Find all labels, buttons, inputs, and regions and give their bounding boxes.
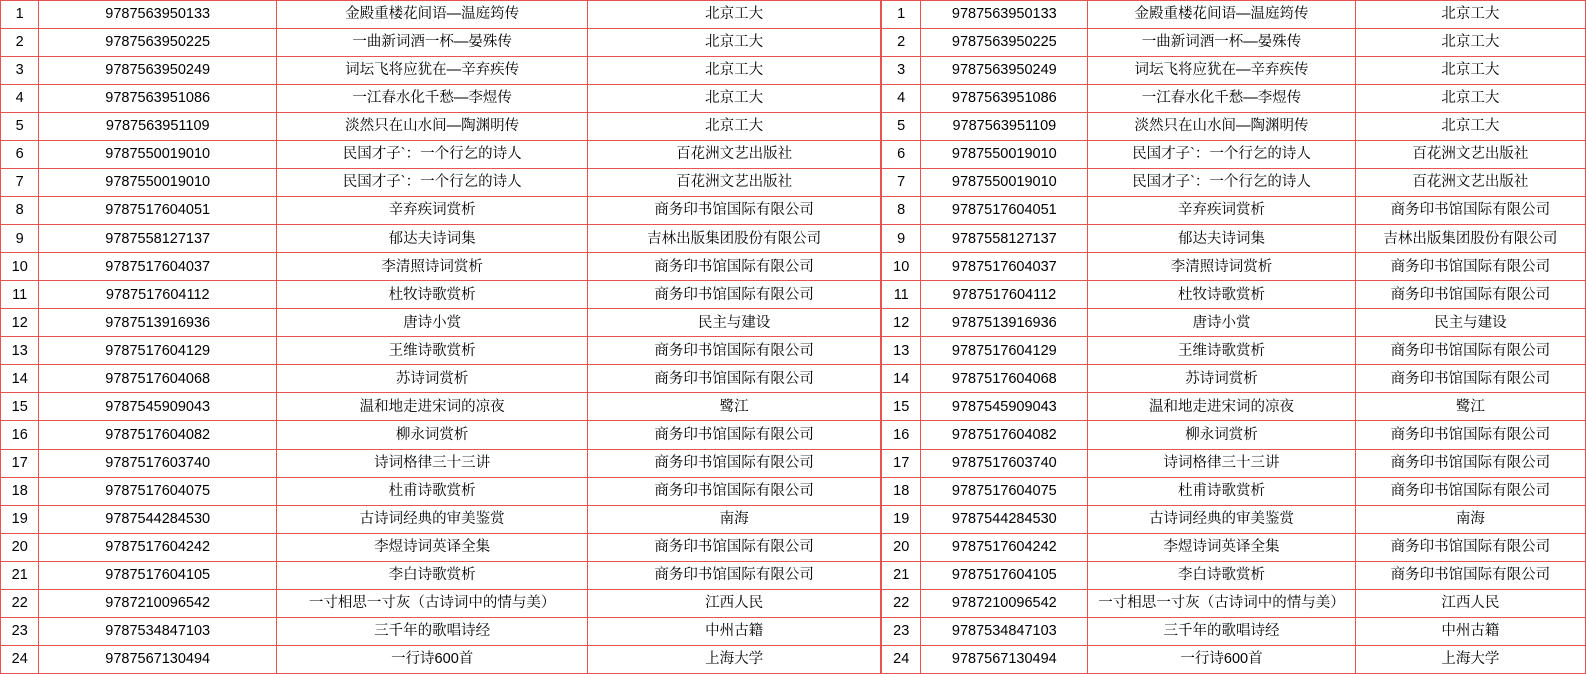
cell-publisher[interactable]: 商务印书馆国际有限公司 [588,533,881,561]
cell-title[interactable]: 一江春水化千愁—李煜传 [1088,85,1356,113]
table-row[interactable] [882,337,1586,365]
cell-isbn[interactable]: 9787534847103 [921,617,1088,645]
cell-publisher[interactable]: 上海大学 [1355,645,1585,673]
cell-index[interactable]: 15 [882,393,921,421]
cell-publisher[interactable]: 北京工大 [588,1,881,29]
cell-title[interactable]: 杜牧诗歌赏析 [1088,281,1356,309]
cell-title[interactable]: 柳永词赏析 [1088,421,1356,449]
cell-title[interactable]: 民国才子`：一个行乞的诗人 [277,141,588,169]
table-row[interactable] [1,477,881,505]
cell-isbn[interactable]: 9787517604037 [39,253,277,281]
cell-index[interactable]: 22 [882,589,921,617]
table-row[interactable] [882,57,1586,85]
cell-title[interactable]: 李清照诗词赏析 [1088,253,1356,281]
cell-title[interactable]: 淡然只在山水间—陶渊明传 [277,113,588,141]
table-row[interactable] [882,589,1586,617]
cell-isbn[interactable]: 9787517604082 [921,421,1088,449]
cell-index[interactable]: 24 [1,645,39,673]
table-row[interactable] [1,645,881,673]
cell-publisher[interactable]: 商务印书馆国际有限公司 [1355,281,1585,309]
cell-title[interactable]: 金殿重楼花间语—温庭筠传 [277,1,588,29]
cell-publisher[interactable]: 北京工大 [1355,85,1585,113]
cell-publisher[interactable]: 商务印书馆国际有限公司 [1355,561,1585,589]
table-row[interactable] [1,337,881,365]
cell-title[interactable]: 一寸相思一寸灰（古诗词中的情与美） [277,589,588,617]
cell-publisher[interactable]: 商务印书馆国际有限公司 [588,365,881,393]
cell-index[interactable]: 16 [1,421,39,449]
cell-publisher[interactable]: 江西人民 [1355,589,1585,617]
cell-title[interactable]: 李白诗歌赏析 [277,561,588,589]
cell-index[interactable]: 18 [882,477,921,505]
table-row[interactable] [1,617,881,645]
table-row[interactable] [1,113,881,141]
cell-publisher[interactable]: 北京工大 [1355,29,1585,57]
cell-title[interactable]: 诗词格律三十三讲 [277,449,588,477]
cell-publisher[interactable]: 商务印书馆国际有限公司 [1355,449,1585,477]
cell-publisher[interactable]: 民主与建设 [588,309,881,337]
table-row[interactable] [882,253,1586,281]
cell-index[interactable]: 5 [1,113,39,141]
table-row[interactable] [882,169,1586,197]
cell-isbn[interactable]: 9787563951086 [39,85,277,113]
table-body-left [1,1,881,674]
cell-index[interactable]: 10 [882,253,921,281]
cell-publisher[interactable]: 北京工大 [588,85,881,113]
cell-isbn[interactable]: 9787517604037 [921,253,1088,281]
cell-index[interactable]: 23 [882,617,921,645]
cell-isbn[interactable]: 9787563950249 [921,57,1088,85]
cell-isbn[interactable]: 9787550019010 [39,169,277,197]
cell-isbn[interactable]: 9787210096542 [39,589,277,617]
cell-title[interactable]: 一江春水化千愁—李煜传 [277,85,588,113]
cell-index[interactable]: 11 [882,281,921,309]
cell-title[interactable]: 词坛飞将应犹在—辛弃疾传 [277,57,588,85]
cell-index[interactable]: 7 [1,169,39,197]
table-row[interactable] [882,533,1586,561]
cell-publisher[interactable]: 百花洲文艺出版社 [588,169,881,197]
cell-publisher[interactable]: 南海 [1355,505,1585,533]
cell-publisher[interactable]: 江西人民 [588,589,881,617]
cell-publisher[interactable]: 百花洲文艺出版社 [588,141,881,169]
cell-isbn[interactable]: 9787563950133 [921,1,1088,29]
cell-title[interactable]: 温和地走进宋词的凉夜 [1088,393,1356,421]
table-row[interactable] [1,449,881,477]
cell-index[interactable]: 18 [1,477,39,505]
cell-isbn[interactable]: 9787545909043 [921,393,1088,421]
cell-title[interactable]: 温和地走进宋词的凉夜 [277,393,588,421]
cell-index[interactable]: 24 [882,645,921,673]
table-row[interactable] [882,197,1586,225]
cell-index[interactable]: 19 [1,505,39,533]
cell-title[interactable]: 李清照诗词赏析 [277,253,588,281]
cell-title[interactable]: 杜牧诗歌赏析 [277,281,588,309]
cell-title[interactable]: 诗词格律三十三讲 [1088,449,1356,477]
table-row[interactable] [882,29,1586,57]
table-row[interactable] [1,253,881,281]
cell-isbn[interactable]: 9787567130494 [39,645,277,673]
cell-isbn[interactable]: 9787544284530 [39,505,277,533]
cell-isbn[interactable]: 9787517604068 [39,365,277,393]
cell-title[interactable]: 民国才子`：一个行乞的诗人 [1088,169,1356,197]
cell-publisher[interactable]: 北京工大 [1355,1,1585,29]
cell-isbn[interactable]: 9787517604242 [39,533,277,561]
cell-isbn[interactable]: 9787517604105 [921,561,1088,589]
cell-index[interactable]: 17 [882,449,921,477]
cell-title[interactable]: 王维诗歌赏析 [1088,337,1356,365]
book-table-right [881,0,1586,674]
cell-index[interactable]: 1 [882,1,921,29]
cell-publisher[interactable]: 商务印书馆国际有限公司 [1355,337,1585,365]
cell-index[interactable]: 15 [1,393,39,421]
cell-isbn[interactable]: 9787517604129 [39,337,277,365]
cell-publisher[interactable]: 商务印书馆国际有限公司 [588,449,881,477]
table-row[interactable] [1,29,881,57]
cell-index[interactable]: 16 [882,421,921,449]
cell-title[interactable]: 一曲新词酒一杯—晏殊传 [277,29,588,57]
cell-publisher[interactable]: 百花洲文艺出版社 [1355,141,1585,169]
table-row[interactable] [882,421,1586,449]
cell-publisher[interactable]: 商务印书馆国际有限公司 [588,421,881,449]
cell-isbn[interactable]: 9787563950225 [39,29,277,57]
cell-index[interactable]: 3 [882,57,921,85]
cell-publisher[interactable]: 商务印书馆国际有限公司 [588,197,881,225]
cell-publisher[interactable]: 上海大学 [588,645,881,673]
cell-title[interactable]: 一曲新词酒一杯—晏殊传 [1088,29,1356,57]
cell-publisher[interactable]: 商务印书馆国际有限公司 [588,477,881,505]
cell-index[interactable]: 14 [1,365,39,393]
table-row[interactable] [882,477,1586,505]
cell-title[interactable]: 辛弃疾词赏析 [277,197,588,225]
cell-isbn[interactable]: 9787517603740 [39,449,277,477]
cell-isbn[interactable]: 9787513916936 [39,309,277,337]
cell-isbn[interactable]: 9787517604112 [921,281,1088,309]
cell-title[interactable]: 唐诗小赏 [277,309,588,337]
cell-publisher[interactable]: 民主与建设 [1355,309,1585,337]
cell-title[interactable]: 三千年的歌唱诗经 [1088,617,1356,645]
cell-isbn[interactable]: 9787517604075 [921,477,1088,505]
cell-title[interactable]: 郁达夫诗词集 [277,225,588,253]
cell-publisher[interactable]: 北京工大 [588,57,881,85]
cell-isbn[interactable]: 9787517604242 [921,533,1088,561]
cell-index[interactable]: 8 [882,197,921,225]
cell-isbn[interactable]: 9787544284530 [921,505,1088,533]
cell-publisher[interactable]: 北京工大 [588,29,881,57]
table-row[interactable] [882,1,1586,29]
cell-isbn[interactable]: 9787517604082 [39,421,277,449]
cell-title[interactable]: 古诗词经典的审美鉴赏 [1088,505,1356,533]
table-body-right [882,1,1586,674]
cell-index[interactable]: 14 [882,365,921,393]
cell-title[interactable]: 王维诗歌赏析 [277,337,588,365]
table-row[interactable] [1,281,881,309]
table-row[interactable] [882,393,1586,421]
cell-publisher[interactable]: 鹭江 [1355,393,1585,421]
cell-title[interactable]: 淡然只在山水间—陶渊明传 [1088,113,1356,141]
cell-publisher[interactable]: 商务印书馆国际有限公司 [1355,365,1585,393]
table-row[interactable] [1,365,881,393]
cell-isbn[interactable]: 9787545909043 [39,393,277,421]
cell-index[interactable]: 8 [1,197,39,225]
cell-isbn[interactable]: 9787563951109 [921,113,1088,141]
cell-title[interactable]: 唐诗小赏 [1088,309,1356,337]
cell-isbn[interactable]: 9787517604105 [39,561,277,589]
cell-index[interactable]: 5 [882,113,921,141]
cell-isbn[interactable]: 9787210096542 [921,589,1088,617]
cell-title[interactable]: 柳永词赏析 [277,421,588,449]
cell-index[interactable]: 13 [1,337,39,365]
cell-isbn[interactable]: 9787517604129 [921,337,1088,365]
cell-title[interactable]: 辛弃疾词赏析 [1088,197,1356,225]
cell-index[interactable]: 11 [1,281,39,309]
cell-isbn[interactable]: 9787517604068 [921,365,1088,393]
cell-index[interactable]: 7 [882,169,921,197]
cell-isbn[interactable]: 9787517604051 [921,197,1088,225]
cell-index[interactable]: 2 [882,29,921,57]
cell-isbn[interactable]: 9787550019010 [39,141,277,169]
table-row[interactable] [1,225,881,253]
cell-index[interactable]: 10 [1,253,39,281]
table-row[interactable] [1,393,881,421]
cell-isbn[interactable]: 9787534847103 [39,617,277,645]
cell-publisher[interactable]: 中州古籍 [1355,617,1585,645]
cell-isbn[interactable]: 9787563950225 [921,29,1088,57]
cell-title[interactable]: 苏诗词赏析 [1088,365,1356,393]
cell-publisher[interactable]: 北京工大 [1355,113,1585,141]
table-row[interactable] [882,225,1586,253]
cell-index[interactable]: 20 [882,533,921,561]
table-row[interactable] [882,617,1586,645]
cell-index[interactable]: 6 [1,141,39,169]
cell-index[interactable]: 21 [882,561,921,589]
cell-publisher[interactable]: 中州古籍 [588,617,881,645]
cell-publisher[interactable]: 北京工大 [588,113,881,141]
cell-title[interactable]: 一行诗600首 [1088,645,1356,673]
cell-index[interactable]: 4 [1,85,39,113]
table-row[interactable] [1,197,881,225]
table-row[interactable] [1,169,881,197]
cell-publisher[interactable]: 南海 [588,505,881,533]
table-row[interactable] [1,561,881,589]
cell-publisher[interactable]: 百花洲文艺出版社 [1355,169,1585,197]
cell-title[interactable]: 李白诗歌赏析 [1088,561,1356,589]
table-row[interactable] [1,141,881,169]
cell-index[interactable]: 19 [882,505,921,533]
cell-publisher[interactable]: 商务印书馆国际有限公司 [1355,477,1585,505]
cell-isbn[interactable]: 9787517604112 [39,281,277,309]
cell-publisher[interactable]: 商务印书馆国际有限公司 [1355,533,1585,561]
cell-isbn[interactable]: 9787563951086 [921,85,1088,113]
table-row[interactable] [882,141,1586,169]
cell-publisher[interactable]: 商务印书馆国际有限公司 [588,337,881,365]
table-row[interactable] [882,645,1586,673]
cell-index[interactable]: 6 [882,141,921,169]
cell-title[interactable]: 三千年的歌唱诗经 [277,617,588,645]
cell-isbn[interactable]: 9787563951109 [39,113,277,141]
cell-publisher[interactable]: 商务印书馆国际有限公司 [1355,421,1585,449]
cell-publisher[interactable]: 商务印书馆国际有限公司 [588,253,881,281]
cell-publisher[interactable]: 吉林出版集团股份有限公司 [1355,225,1585,253]
table-row[interactable] [882,505,1586,533]
cell-index[interactable]: 22 [1,589,39,617]
cell-index[interactable]: 4 [882,85,921,113]
cell-publisher[interactable]: 商务印书馆国际有限公司 [588,561,881,589]
table-row[interactable] [882,281,1586,309]
table-row[interactable] [882,365,1586,393]
table-row[interactable] [882,449,1586,477]
cell-isbn[interactable]: 9787563950133 [39,1,277,29]
cell-index[interactable]: 12 [882,309,921,337]
table-row[interactable] [1,309,881,337]
cell-publisher[interactable]: 商务印书馆国际有限公司 [588,281,881,309]
cell-publisher[interactable]: 鹭江 [588,393,881,421]
cell-title[interactable]: 民国才子`：一个行乞的诗人 [277,169,588,197]
table-row[interactable] [1,57,881,85]
cell-isbn[interactable]: 9787517604051 [39,197,277,225]
table-row[interactable] [882,113,1586,141]
cell-publisher[interactable]: 吉林出版集团股份有限公司 [588,225,881,253]
cell-index[interactable]: 21 [1,561,39,589]
cell-title[interactable]: 金殿重楼花间语—温庭筠传 [1088,1,1356,29]
cell-title[interactable]: 古诗词经典的审美鉴赏 [277,505,588,533]
cell-index[interactable]: 23 [1,617,39,645]
cell-title[interactable]: 杜甫诗歌赏析 [1088,477,1356,505]
cell-isbn[interactable]: 9787567130494 [921,645,1088,673]
cell-publisher[interactable]: 商务印书馆国际有限公司 [1355,197,1585,225]
table-row[interactable] [882,309,1586,337]
cell-index[interactable]: 20 [1,533,39,561]
cell-isbn[interactable]: 9787517603740 [921,449,1088,477]
cell-isbn[interactable]: 9787558127137 [39,225,277,253]
cell-isbn[interactable]: 9787558127137 [921,225,1088,253]
cell-title[interactable]: 李煜诗词英译全集 [1088,533,1356,561]
cell-title[interactable]: 词坛飞将应犹在—辛弃疾传 [1088,57,1356,85]
cell-index[interactable]: 3 [1,57,39,85]
cell-isbn[interactable]: 9787550019010 [921,141,1088,169]
table-row[interactable] [1,533,881,561]
table-row[interactable] [882,561,1586,589]
cell-isbn[interactable]: 9787517604075 [39,477,277,505]
cell-title[interactable]: 民国才子`：一个行乞的诗人 [1088,141,1356,169]
cell-isbn[interactable]: 9787550019010 [921,169,1088,197]
cell-index[interactable]: 12 [1,309,39,337]
table-row[interactable] [1,421,881,449]
table-row[interactable] [882,85,1586,113]
cell-index[interactable]: 2 [1,29,39,57]
cell-publisher[interactable]: 商务印书馆国际有限公司 [1355,253,1585,281]
cell-title[interactable]: 苏诗词赏析 [277,365,588,393]
cell-index[interactable]: 13 [882,337,921,365]
cell-title[interactable]: 杜甫诗歌赏析 [277,477,588,505]
cell-isbn[interactable]: 9787513916936 [921,309,1088,337]
table-row[interactable] [1,1,881,29]
cell-title[interactable]: 李煜诗词英译全集 [277,533,588,561]
cell-title[interactable]: 一寸相思一寸灰（古诗词中的情与美） [1088,589,1356,617]
cell-isbn[interactable]: 9787563950249 [39,57,277,85]
table-row[interactable] [1,589,881,617]
cell-title[interactable]: 一行诗600首 [277,645,588,673]
cell-index[interactable]: 9 [882,225,921,253]
cell-title[interactable]: 郁达夫诗词集 [1088,225,1356,253]
cell-index[interactable]: 1 [1,1,39,29]
cell-index[interactable]: 9 [1,225,39,253]
cell-publisher[interactable]: 北京工大 [1355,57,1585,85]
cell-index[interactable]: 17 [1,449,39,477]
table-row[interactable] [1,505,881,533]
table-row[interactable] [1,85,881,113]
